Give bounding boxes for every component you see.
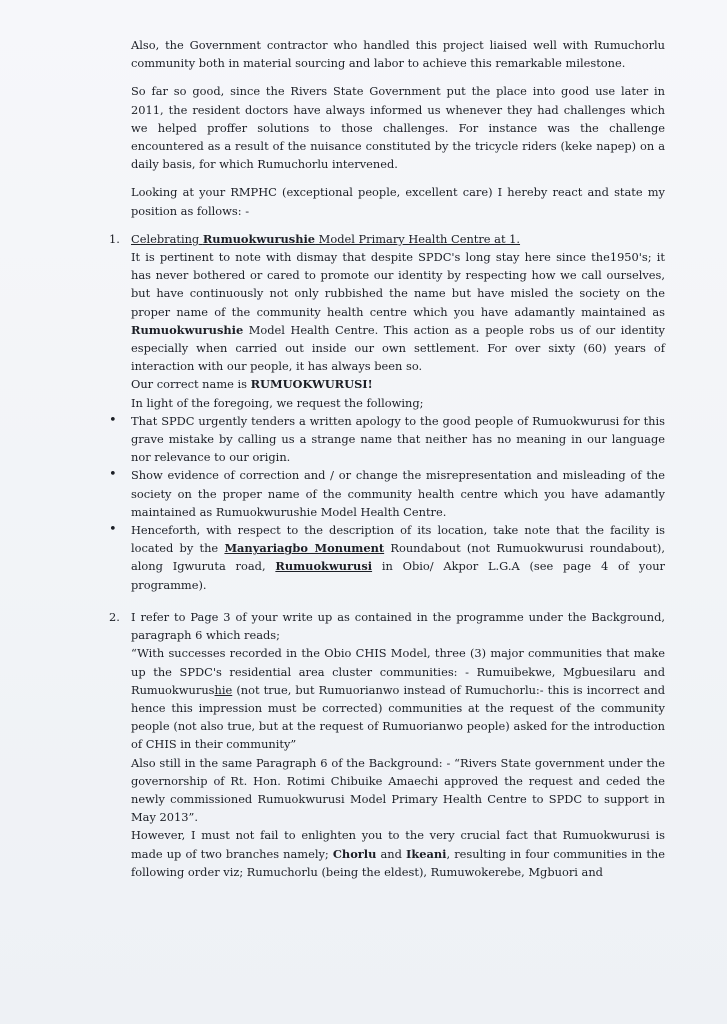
request-item-apology: • That SPDC urgently tenders a written apology to the good people of Rumuokwurusi for this grave mistake by calling us a strange name that neither has no meaning in our language nor relevance to our origin. bbox=[131, 412, 665, 467]
request-item-correction: • Show evidence of correction and / or change the misrepresentation and misleading of the society on the proper name of the community health centre which you have adamantly maintained as Rumuokwurushie Model Health Centre. bbox=[131, 466, 665, 521]
section-2-quote: “With successes recorded in the Obio CHIS Model, three (3) major communities that make up the SPDC's residential area cluster communities: - Rumuibekwe, Mgbuesilaru and Rumuokwurushie (not true, but Rumuorianwo instead of Rumuchorlu:- this is incorrect and hence this impression must be corrected) communities at the request of the community people (not also true, but at the request of Rumuorianwo people) asked for the introduction of CHIS in their community” bbox=[131, 646, 665, 752]
request-item-location: • Henceforth, with respect to the description of its location, take note that the facility is located by the Manyariagbo Monument Roundabout (not Rumuokwurusi roundabout), along Igwuruta road, Rumuokwurusi in Obio/ Akpor L.G.A (see page 4 of your programme). bbox=[131, 521, 665, 594]
letter-body bbox=[109, 36, 665, 881]
foregoing-line: In light of the foregoing, we request the following; bbox=[131, 395, 424, 410]
correct-name-line: Our correct name is RUMUOKWURUSI! bbox=[131, 377, 373, 392]
intro-paragraph-3: Looking at your RMPHC (exceptional people, excellent care) I hereby react and state my position as follows: - bbox=[131, 185, 665, 218]
section-1-number: 1. bbox=[109, 231, 120, 246]
section-2 bbox=[109, 608, 665, 881]
request-list bbox=[131, 412, 665, 594]
section-1-paragraph: It is pertinent to note with dismay that despite SPDC's long stay here since the1950's; it has never bothered or cared to promote our identity by respecting how we call ourselves, but have continuously not only rubbished the name but have misled the society on the proper name of the community health centre which you have adamantly maintained as Rumuokwurushie Model Health Centre. This action as a people robs us of our identity especially when carried out inside our own settlement. For over sixty (60) years of interaction with our people, it has always been so. bbox=[131, 250, 665, 374]
section-1 bbox=[109, 230, 665, 594]
section-2-number: 2. bbox=[109, 609, 120, 624]
section-2-paragraph-3: However, I must not fail to enlighten you to the very crucial fact that Rumuokwurusi is made up of two branches namely; Chorlu and Ikeani, resulting in four communities in the following order viz; Rumuchorlu (being the eldest), Rumuwokerebe, Mgbuori and bbox=[131, 828, 665, 879]
section-2-paragraph-2: Also still in the same Paragraph 6 of the Background: - “Rivers State government under the governorship of Rt. Hon. Rotimi Chibuike Amaechi approved the request and ceded the newly commissioned Rumuokwurusi Model Primary Health Centre to SPDC to support in May 2013”. bbox=[131, 755, 665, 825]
intro-paragraph-1: Also, the Government contractor who handled this project liaised well with Rumuchorlu community both in material sourcing and labor to achieve this remarkable milestone. bbox=[131, 38, 665, 71]
section-1-title: Celebrating Rumuokwurushie Model Primary Health Centre at 1. bbox=[131, 231, 521, 246]
intro-paragraph-2: So far so good, since the Rivers State Government put the place into good use later in 2011, the resident doctors have always informed us whenever they had challenges which we helped proffer solutions to those challenges. For instance was the challenge encountered as a result of the nuisance constituted by the tricycle riders (keke napep) on a daily basis, for which Rumuchorlu intervened. bbox=[131, 84, 665, 172]
section-2-intro: I refer to Page 3 of your write up as contained in the programme under the Background, paragraph 6 which reads; bbox=[131, 609, 665, 643]
